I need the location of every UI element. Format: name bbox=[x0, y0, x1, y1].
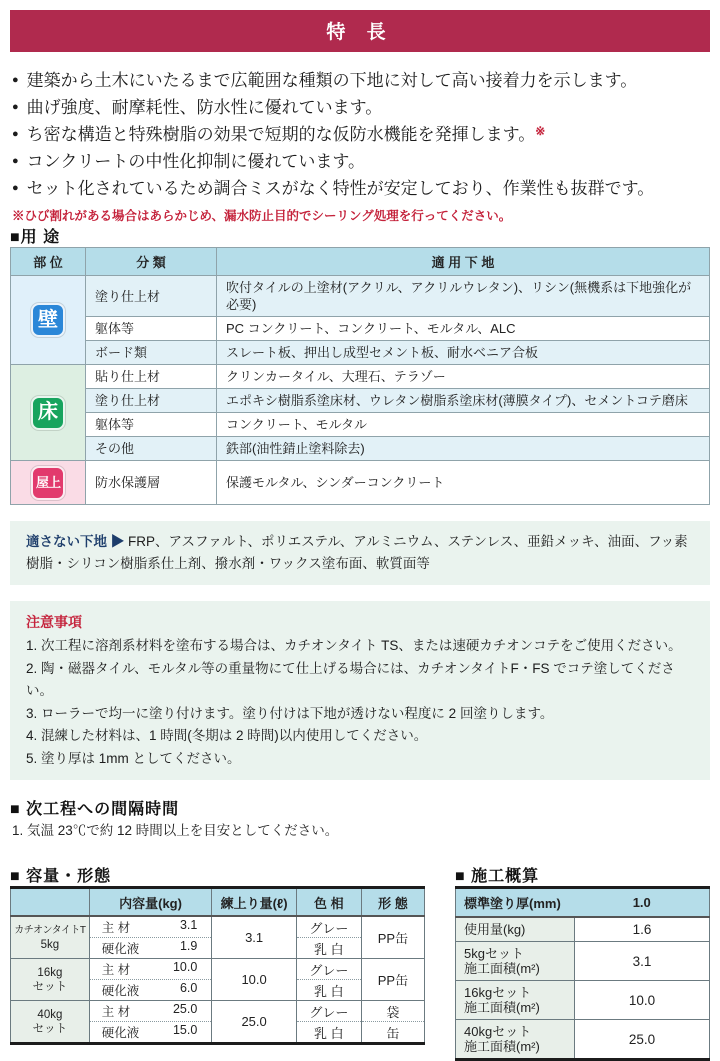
interval-item: 1. 気温 23℃で約 12 時間以上を目安としてください。 bbox=[12, 823, 339, 838]
capacity-col-header: 形 態 bbox=[361, 888, 424, 917]
bullet-icon: ● bbox=[12, 101, 19, 113]
interval-list bbox=[10, 821, 710, 841]
usage-col-header: 適 用 下 地 bbox=[217, 248, 710, 276]
substrate-cell: スレート板、押出し成型セメント板、耐水ベニア合板 bbox=[217, 341, 710, 365]
bullet-icon: ● bbox=[12, 182, 19, 194]
estimate-label-line: 施工面積(m²) bbox=[464, 1000, 540, 1015]
substrate-cell: 吹付タイルの上塗材(アクリル、アクリルウレタン)、リシン(無機系は下地強化が必要) bbox=[217, 276, 710, 317]
capacity-col-header bbox=[11, 888, 90, 917]
caution-item: 1. 次工程に溶剤系材料を塗布する場合は、カチオンタイト TS、または速硬カチオンコテをご使用ください。 bbox=[26, 638, 682, 653]
color-cell: 乳 白 bbox=[296, 938, 361, 959]
substrate-cell: クリンカータイル、大理石、テラゾー bbox=[217, 365, 710, 389]
content-cell bbox=[89, 1022, 212, 1044]
color-cell: グレー bbox=[296, 959, 361, 980]
substrate-cell: PC コンクリート、コンクリート、モルタル、ALC bbox=[217, 317, 710, 341]
product-label-line: 5kg bbox=[40, 938, 60, 951]
usage-row bbox=[11, 389, 710, 413]
component-amount: 1.9 bbox=[179, 939, 198, 953]
part-cell-floor bbox=[11, 365, 86, 461]
component-amount: 10.0 bbox=[172, 960, 198, 974]
feature-item bbox=[12, 121, 710, 148]
bottom-tables bbox=[10, 863, 710, 1061]
feature-text: セット化されているため調合ミスがなく特性が安定しており、作業性も抜群です。 bbox=[26, 179, 655, 198]
yield-cell: 10.0 bbox=[212, 959, 297, 1001]
estimate-header-label: 標準塗り厚(mm) bbox=[456, 888, 575, 918]
wall-badge-icon: 壁 bbox=[31, 303, 65, 337]
estimate-row bbox=[456, 981, 710, 1020]
content-line bbox=[90, 960, 212, 978]
substrate-cell: 鉄部(油性錆止塗料除去) bbox=[217, 437, 710, 461]
component-amount: 6.0 bbox=[179, 981, 198, 995]
category-cell: 塗り仕上材 bbox=[86, 389, 217, 413]
estimate-value-cell: 1.6 bbox=[575, 917, 710, 942]
product-label-line: セット bbox=[32, 980, 68, 993]
usage-heading: ■用 途 bbox=[10, 229, 61, 246]
product-label-cell bbox=[11, 1001, 90, 1044]
usage-row bbox=[11, 413, 710, 437]
feature-text: ち密な構造と特殊樹脂の効果で短期的な仮防水機能を発揮します。 bbox=[26, 125, 536, 144]
color-cell: グレー bbox=[296, 916, 361, 938]
usage-row bbox=[11, 276, 710, 317]
footnote-mark: ※ bbox=[535, 124, 546, 138]
caution-item: 3. ローラーで均一に塗り付けます。塗り付けは下地が透けない程度に 2 回塗りします。 bbox=[26, 705, 554, 721]
capacity-row bbox=[11, 959, 425, 980]
estimate-table bbox=[455, 886, 710, 1061]
part-cell-wall bbox=[11, 276, 86, 365]
feature-item bbox=[12, 175, 710, 202]
estimate-label-cell bbox=[456, 1020, 575, 1060]
color-cell: グレー bbox=[296, 1001, 361, 1022]
capacity-table-head bbox=[11, 888, 425, 917]
usage-row bbox=[11, 317, 710, 341]
features-title: 特 長 bbox=[326, 22, 394, 43]
estimate-label-cell bbox=[456, 942, 575, 981]
capacity-row bbox=[11, 1001, 425, 1022]
feature-item bbox=[12, 94, 710, 121]
features-list bbox=[10, 67, 710, 202]
component-amount: 25.0 bbox=[172, 1002, 198, 1016]
product-label-cell bbox=[11, 916, 90, 959]
content-line bbox=[90, 1023, 212, 1041]
capacity-col-header: 練上り量(ℓ) bbox=[212, 888, 297, 917]
usage-row bbox=[11, 461, 710, 505]
category-cell: 躯体等 bbox=[86, 317, 217, 341]
capacity-row bbox=[11, 916, 425, 938]
yield-cell: 3.1 bbox=[212, 916, 297, 959]
usage-row bbox=[11, 365, 710, 389]
capacity-col-header: 色 相 bbox=[296, 888, 361, 917]
estimate-label-line: 40kgセット bbox=[464, 1024, 532, 1039]
estimate-header-value: 1.0 bbox=[575, 888, 710, 918]
component-name: 硬化液 bbox=[101, 984, 140, 998]
component-name: 硬化液 bbox=[101, 942, 140, 956]
product-label-line: 16kg bbox=[37, 966, 63, 979]
content-line bbox=[90, 939, 212, 957]
estimate-label-cell bbox=[456, 917, 575, 942]
substrate-cell: コンクリート、モルタル bbox=[217, 413, 710, 437]
unsuitable-text: FRP、アスファルト、ポリエステル、アルミニウム、ステンレス、亜鉛メッキ、油面、フッ素樹脂・シリコン樹脂系仕上剤、撥水剤・ワックス塗布面、軟質面等 bbox=[26, 534, 688, 571]
capacity-heading: ■ 容量・形態 bbox=[10, 868, 112, 885]
product-label-line: カチオンタイトT bbox=[14, 924, 86, 936]
capacity-table bbox=[10, 886, 425, 1045]
roof-badge-icon: 屋上 bbox=[31, 466, 65, 500]
floor-badge-icon: 床 bbox=[31, 396, 65, 430]
caution-item: 2. 陶・磁器タイル、モルタル等の重量物にて仕上げる場合には、カチオンタイトF・FS でコテ塗してください。 bbox=[26, 660, 675, 698]
content-line bbox=[90, 1002, 212, 1020]
cautions-box bbox=[10, 601, 710, 780]
usage-table-head bbox=[11, 248, 710, 276]
cautions-list bbox=[26, 635, 694, 770]
estimate-label-cell bbox=[456, 981, 575, 1020]
feature-text: 曲げ強度、耐摩耗性、防水性に優れています。 bbox=[26, 98, 383, 117]
features-title-bar bbox=[10, 10, 710, 52]
usage-table-body bbox=[11, 276, 710, 505]
feature-text: 建築から土木にいたるまで広範囲な種類の下地に対して高い接着力を示します。 bbox=[26, 71, 638, 90]
usage-col-header: 分 類 bbox=[86, 248, 217, 276]
usage-row bbox=[11, 341, 710, 365]
estimate-label-line: 5kgセット bbox=[464, 946, 524, 961]
category-cell: ボード類 bbox=[86, 341, 217, 365]
component-name: 主 材 bbox=[101, 1005, 131, 1019]
usage-col-header: 部 位 bbox=[11, 248, 86, 276]
estimate-section bbox=[455, 863, 710, 1061]
feature-text: コンクリートの中性化抑制に優れています。 bbox=[26, 152, 365, 171]
product-label-line: セット bbox=[32, 1022, 68, 1035]
content-cell bbox=[89, 980, 212, 1001]
content-line bbox=[90, 918, 212, 936]
estimate-heading: ■ 施工概算 bbox=[455, 868, 540, 885]
category-cell: 躯体等 bbox=[86, 413, 217, 437]
usage-table bbox=[10, 247, 710, 505]
part-cell-roof bbox=[11, 461, 86, 505]
estimate-value-cell: 3.1 bbox=[575, 942, 710, 981]
estimate-value-cell: 10.0 bbox=[575, 981, 710, 1020]
component-amount: 3.1 bbox=[179, 918, 198, 932]
form-cell: PP缶 bbox=[361, 959, 424, 1001]
cautions-title: 注意事項 bbox=[26, 614, 82, 630]
caution-item: 4. 混練した材料は、1 時間(冬期は 2 時間)以内使用してください。 bbox=[26, 728, 428, 743]
content-cell bbox=[89, 916, 212, 938]
bullet-icon: ● bbox=[12, 128, 19, 140]
usage-header-row bbox=[11, 248, 710, 276]
substrate-cell: 保護モルタル、シンダーコンクリート bbox=[217, 461, 710, 505]
unsuitable-box bbox=[10, 521, 710, 585]
usage-row bbox=[11, 437, 710, 461]
content-cell bbox=[89, 938, 212, 959]
capacity-table-body bbox=[11, 916, 425, 1044]
estimate-label-line: 施工面積(m²) bbox=[464, 1039, 540, 1054]
estimate-label-line: 使用量(kg) bbox=[464, 922, 526, 937]
form-cell: 缶 bbox=[361, 1022, 424, 1044]
capacity-header-row bbox=[11, 888, 425, 917]
content-cell bbox=[89, 1001, 212, 1022]
substrate-cell: エポキシ樹脂系塗床材、ウレタン樹脂系塗床材(薄膜タイプ)、セメントコテ磨床 bbox=[217, 389, 710, 413]
interval-heading: ■ 次工程への間隔時間 bbox=[10, 801, 180, 818]
caution-item: 5. 塗り厚は 1mm としてください。 bbox=[26, 750, 241, 766]
estimate-header-row bbox=[456, 888, 710, 918]
bullet-icon: ● bbox=[12, 74, 19, 86]
category-cell: その他 bbox=[86, 437, 217, 461]
product-label-line: 40kg bbox=[37, 1008, 63, 1021]
features-note: ※ひび割れがある場合はあらかじめ、漏水防止目的でシーリング処理を行ってください。 bbox=[12, 209, 512, 223]
category-cell: 貼り仕上材 bbox=[86, 365, 217, 389]
estimate-label-line: 施工面積(m²) bbox=[464, 961, 540, 976]
content-cell bbox=[89, 959, 212, 980]
product-label-cell bbox=[11, 959, 90, 1001]
bullet-icon: ● bbox=[12, 155, 19, 167]
component-name: 主 材 bbox=[101, 921, 131, 935]
category-cell: 塗り仕上材 bbox=[86, 276, 217, 317]
estimate-row bbox=[456, 917, 710, 942]
component-amount: 15.0 bbox=[172, 1023, 198, 1037]
estimate-value-cell: 25.0 bbox=[575, 1020, 710, 1060]
feature-item bbox=[12, 148, 710, 175]
estimate-row bbox=[456, 942, 710, 981]
color-cell: 乳 白 bbox=[296, 980, 361, 1001]
form-cell: PP缶 bbox=[361, 916, 424, 959]
capacity-section bbox=[10, 863, 425, 1061]
color-cell: 乳 白 bbox=[296, 1022, 361, 1044]
content-line bbox=[90, 981, 212, 999]
component-name: 硬化液 bbox=[101, 1026, 140, 1040]
category-cell: 防水保護層 bbox=[86, 461, 217, 505]
unsuitable-label: 適さない下地 ▶ bbox=[26, 534, 125, 549]
datasheet-page bbox=[10, 0, 710, 1061]
feature-item bbox=[12, 67, 710, 94]
estimate-label-line: 16kgセット bbox=[464, 985, 532, 1000]
capacity-col-header: 内容量(kg) bbox=[89, 888, 212, 917]
yield-cell: 25.0 bbox=[212, 1001, 297, 1044]
component-name: 主 材 bbox=[101, 963, 131, 977]
form-cell: 袋 bbox=[361, 1001, 424, 1022]
estimate-row bbox=[456, 1020, 710, 1060]
